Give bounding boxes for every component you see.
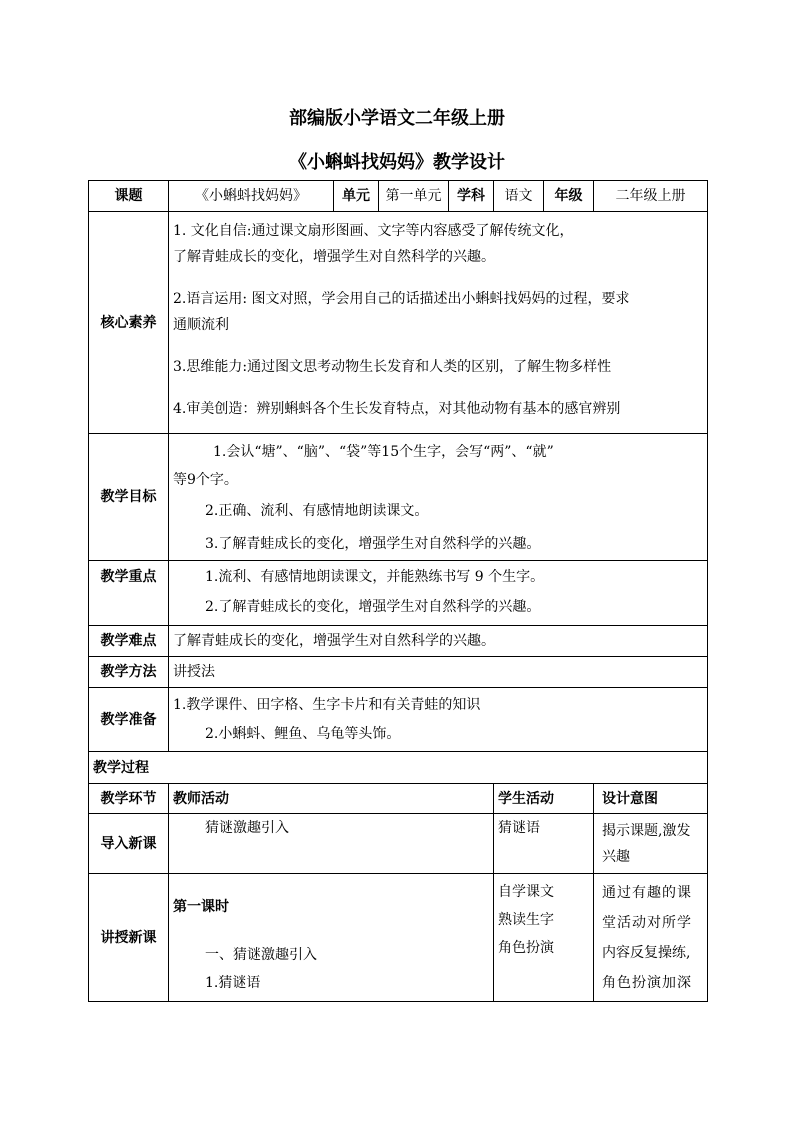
lesson-stage: 讲授新课 (89, 874, 169, 1002)
prep-line-2: 2.小蝌蚪、鲤鱼、乌龟等头饰。 (205, 725, 401, 742)
core-line-1: 1. 文化自信:通过课文扇形图画、文字等内容感受了解传统文化， (173, 223, 574, 239)
core-line-3: 2.语言运用: 图文对照，学会用自己的话描述出小蝌蚪找妈妈的过程，要求 (173, 291, 630, 307)
teaching-goals-content (169, 434, 708, 561)
process-label: 教学过程 (89, 752, 708, 784)
grade-label: 年级 (544, 181, 594, 212)
difficulty-label: 教学难点 (89, 626, 169, 657)
core-line-4: 通顺流利 (173, 317, 229, 333)
process-columns-row (89, 784, 708, 814)
key-points-label: 教学重点 (89, 561, 169, 626)
lesson-plan-table (88, 180, 708, 1002)
core-line-2: 了解青蛙成长的变化，增强学生对自然科学的兴趣。 (173, 249, 495, 265)
lesson-teacher-1: 第一课时 (173, 899, 229, 915)
intro-intent-2: 兴趣 (602, 849, 630, 865)
process-row-intro (89, 814, 708, 874)
lesson-intent-3: 内容反复操练, (602, 945, 691, 961)
document-title: 部编版小学语文二年级上册 (289, 108, 505, 129)
preparation-row (89, 688, 708, 752)
lesson-intent-4: 角色扮演加深 (602, 975, 692, 991)
teaching-goals-row (89, 434, 708, 561)
intro-student: 猜谜语 (494, 814, 594, 874)
info-row (89, 181, 708, 212)
key-line-2: 2.了解青蛙成长的变化，增强学生对自然科学的兴趣。 (205, 599, 541, 615)
subject-label: 学科 (449, 181, 494, 212)
key-points-row (89, 561, 708, 626)
lesson-teacher-3: 1.猜谜语 (205, 975, 261, 991)
core-literacy-row (89, 212, 708, 434)
grade-value: 二年级上册 (594, 181, 708, 212)
teaching-goals-label: 教学目标 (89, 434, 169, 561)
unit-value: 第一单元 (379, 181, 449, 212)
col-stage: 教学环节 (89, 784, 169, 814)
core-literacy-label: 核心素养 (89, 212, 169, 434)
lesson-intent-2: 堂活动对所学 (602, 915, 692, 931)
goals-line-2: 等9个字。 (173, 472, 238, 488)
goals-line-1: 1.会认“塘”、“脑”、“袋”等15个生字，会写“两”、“就” (213, 444, 554, 460)
lesson-intent (594, 874, 708, 1002)
topic-value: 《小蝌蚪找妈妈》 (169, 181, 334, 212)
lesson-student-3: 角色扮演 (498, 940, 554, 956)
lesson-teacher-2: 一、猜谜激趣引入 (205, 947, 317, 963)
core-line-5: 3.思维能力:通过图文思考动物生长发育和人类的区别，了解生物多样性 (173, 359, 612, 375)
lesson-teacher (169, 874, 494, 1002)
col-intent: 设计意图 (594, 784, 708, 814)
document-subtitle: 《小蝌蚪找妈妈》教学设计 (289, 152, 505, 173)
difficulty-content: 了解青蛙成长的变化，增强学生对自然科学的兴趣。 (169, 626, 708, 657)
process-header-row (89, 752, 708, 784)
process-row-new-lesson (89, 874, 708, 1002)
preparation-label: 教学准备 (89, 688, 169, 752)
intro-teacher: 猜谜激趣引入 (169, 814, 494, 874)
method-label: 教学方法 (89, 657, 169, 688)
difficulty-row (89, 626, 708, 657)
lesson-student (494, 874, 594, 1002)
col-student: 学生活动 (494, 784, 594, 814)
method-content: 讲授法 (169, 657, 708, 688)
goals-line-3: 2.正确、流利、有感情地朗读课文。 (205, 503, 429, 519)
lesson-intent-1: 通过有趣的课 (602, 885, 692, 901)
intro-intent-1: 揭示课题,激发 (602, 823, 691, 839)
lesson-student-1: 自学课文 (498, 884, 554, 900)
col-teacher: 教师活动 (169, 784, 494, 814)
key-line-1: 1.流利、有感情地朗读课文，并能熟练书写 9 个生字。 (205, 569, 545, 585)
method-row (89, 657, 708, 688)
intro-intent (594, 814, 708, 874)
core-line-6: 4.审美创造：辨别蝌蚪各个生长发育特点，对其他动物有基本的感官辨别 (173, 401, 621, 417)
subject-value: 语文 (494, 181, 544, 212)
preparation-content (169, 688, 708, 752)
intro-stage: 导入新课 (89, 814, 169, 874)
core-literacy-content (169, 212, 708, 434)
key-points-content (169, 561, 708, 626)
goals-line-4: 3.了解青蛙成长的变化，增强学生对自然科学的兴趣。 (205, 536, 541, 552)
topic-label: 课题 (89, 181, 169, 212)
unit-label: 单元 (334, 181, 379, 212)
lesson-student-2: 熟读生字 (498, 912, 554, 928)
prep-line-1: 1.教学课件、田字格、生字卡片和有关青蛙的知识 (173, 696, 481, 713)
